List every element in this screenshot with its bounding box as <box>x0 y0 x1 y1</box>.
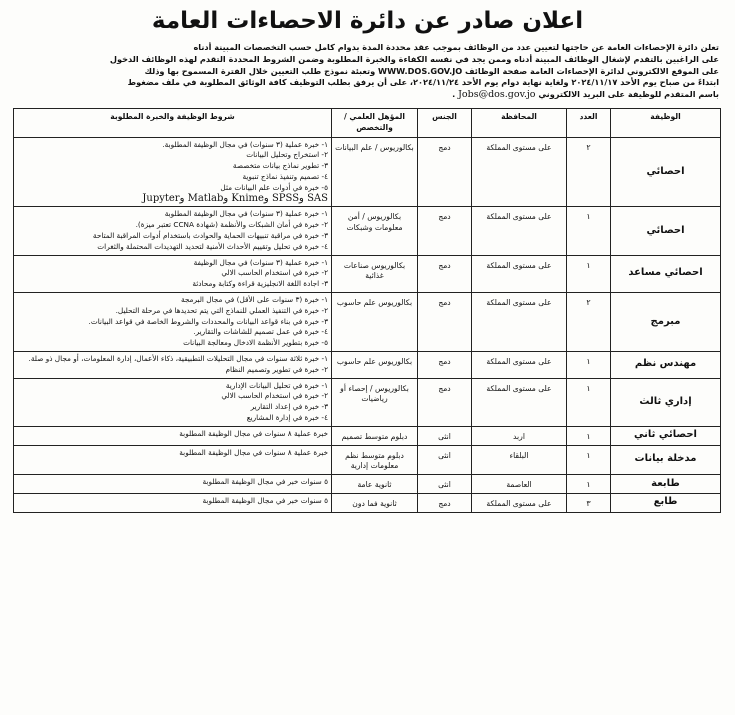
cell-requirements <box>14 378 332 426</box>
cell-job: طابع <box>611 493 721 512</box>
requirement-item: ٢- استخراج وتحليل البيانات <box>246 150 328 160</box>
cell-qualification: بكالوريوس / إحصاء أو رياضيات <box>332 378 418 426</box>
requirement-item: ٣- خبرة في مراقبة تنبيهات الحماية والحوادث باستخدام أدوات المراقبة المتاحة <box>92 230 328 240</box>
requirement-item: ٥ سنوات خبر في مجال الوظيفة المطلوبة <box>202 495 328 505</box>
cell-job: احصائي ثاني <box>611 426 721 445</box>
cell-requirements <box>14 255 332 292</box>
cell-job: احصائي <box>611 207 721 255</box>
cell-count: ١ <box>567 378 611 426</box>
cell-governorate: على مستوى المملكة <box>472 255 567 292</box>
cell-governorate: على مستوى المملكة <box>472 493 567 512</box>
cell-job: طابعة <box>611 475 721 494</box>
requirement-item: ٥ سنوات خبر في مجال الوظيفة المطلوبة <box>202 477 328 487</box>
cell-governorate: العاصمة <box>472 475 567 494</box>
cell-count: ١ <box>567 351 611 378</box>
requirement-item: خبرة عملية ٨ سنوات في مجال الوظيفة المطلوبة <box>179 447 328 457</box>
intro-last-suffix: . <box>452 89 456 100</box>
cell-governorate: على مستوى المملكة <box>472 351 567 378</box>
requirement-item: ٢- خبرة في استخدام الحاسب الالي <box>221 268 328 278</box>
cell-requirements <box>14 207 332 255</box>
cell-requirements <box>14 475 332 494</box>
table-row <box>14 137 721 207</box>
requirement-item: ١- خبرة عملية (٣ سنوات) في مجال الوظيفة المطلوبة. <box>162 139 328 149</box>
cell-job: احصائي <box>611 137 721 207</box>
jobs-table <box>13 108 721 513</box>
table-row <box>14 475 721 494</box>
requirement-item: ٤- خبرة في تحليل وتقييم الأحداث الأمنية لتحديد التهديدات المحتملة والثغرات <box>97 241 328 251</box>
cell-qualification: بكالوريوس صناعات غذائية <box>332 255 418 292</box>
header-job: الوظيفة <box>611 108 721 137</box>
cell-requirements <box>14 493 332 512</box>
cell-count: ١ <box>567 426 611 445</box>
cell-job: مبرمج <box>611 292 721 351</box>
requirement-item: ٤- خبرة في إدارة المشاريع <box>246 412 328 422</box>
cell-qualification: ثانوية عامة <box>332 475 418 494</box>
cell-job: احصائي مساعد <box>611 255 721 292</box>
intro-line: على الراغبين بالتقدم لإشغال الوظائف المبينة أدناه وممن يجد في نفسه الكفاءة والخبرة المطلوبة وضمن الشروط المحددة التقدم لهذه الوظائف الدخول <box>109 53 719 64</box>
cell-count: ٢ <box>567 137 611 207</box>
requirement-item: ٤- خبرة في عمل تصميم للشاشات والتقارير. <box>193 327 328 337</box>
requirement-item: خبرة عملية ٨ سنوات في مجال الوظيفة المطلوبة <box>179 428 328 438</box>
requirement-item: ١- خبرة عملية (٣ سنوات) في مجال الوظيفة المطلوبة <box>164 209 328 219</box>
requirement-item: ٣- اجادة اللغة الانجليزية قراءة وكتابة ومحادثة <box>192 279 328 289</box>
cell-job: مهندس نظم <box>611 351 721 378</box>
cell-job: مدخلة بيانات <box>611 445 721 475</box>
intro-last-prefix: باسم المتقدم للوظيفة على البريد الالكتروني <box>538 89 719 100</box>
cell-gender: دمج <box>418 378 472 426</box>
requirement-item: ١- خبرة عملية (٣ سنوات) في مجال الوظيفة <box>193 257 328 267</box>
requirement-item: SAS وSPSS وKnime وMatlab وJupyter <box>142 192 328 204</box>
cell-count: ٢ <box>567 292 611 351</box>
table-row <box>14 351 721 378</box>
cell-requirements <box>14 292 332 351</box>
header-gender: الجنس <box>418 108 472 137</box>
table-row <box>14 292 721 351</box>
cell-governorate: على مستوى المملكة <box>472 207 567 255</box>
requirement-item: ٥- خبرة بتطوير الأنظمة الادخال ومعالجة البيانات <box>183 338 328 348</box>
intro-line: على الموقع الالكتروني لدائرة الإحصاءات العامة صفحة الوظائف WWW.DOS.GOV.JO وتعبئة نموذج طلب التعيين خلال الفترة المسموح بها وذلك <box>144 65 719 76</box>
cell-requirements <box>14 351 332 378</box>
requirement-item: ٣- خبرة في بناء قواعد البيانات والمحددات والشروط الخاصة في قواعد البيانات. <box>88 316 328 326</box>
cell-qualification: بكالوريوس / علم البيانات <box>332 137 418 207</box>
cell-gender: دمج <box>418 255 472 292</box>
cell-gender: انثى <box>418 426 472 445</box>
cell-gender: دمج <box>418 137 472 207</box>
cell-qualification: دبلوم متوسط نظم معلومات إدارية <box>332 445 418 475</box>
intro-line: ابتداءً من صباح يوم الأحد ٢٠٢٤/١١/١٧ ولغاية نهاية دوام يوم الأحد ٢٠٢٤/١١/٢٤، على أن يرفق بطلب التوظيف كافة الوثائق المطلوبة في ملف مضغوط <box>127 77 719 88</box>
requirement-item: ٤- تصميم وتنفيذ نماذج تنبوية <box>242 171 328 181</box>
requirement-item: ٢- خبرة في استخدام الحاسب الالي <box>221 391 328 401</box>
cell-qualification: بكالوريوس / أمن معلومات وشبكات <box>332 207 418 255</box>
cell-gender: انثى <box>418 445 472 475</box>
cell-count: ١ <box>567 255 611 292</box>
requirement-item: ٣- خبرة في إعداد التقارير <box>250 402 328 412</box>
cell-requirements <box>14 426 332 445</box>
requirement-item: ٢- خبرة في تطوير وتصميم النظام <box>225 364 328 374</box>
requirement-item: ٢- خبرة في التنفيذ العملي للنماذج التي يتم تحديدها في مرحلة التحليل. <box>115 305 328 315</box>
cell-gender: دمج <box>418 493 472 512</box>
header-count: العدد <box>567 108 611 137</box>
intro-paragraph <box>16 42 719 101</box>
cell-qualification: بكالوريوس علم حاسوب <box>332 351 418 378</box>
requirement-item: ١- خبرة في تحليل البيانات الإدارية <box>225 380 328 390</box>
table-row <box>14 426 721 445</box>
table-row <box>14 255 721 292</box>
cell-governorate: اربد <box>472 426 567 445</box>
cell-count: ١ <box>567 207 611 255</box>
header-qualification: المؤهل العلمي / والتخصص <box>332 108 418 137</box>
table-row <box>14 378 721 426</box>
requirement-item: ٣- تطوير نماذج بيانات متخصصة <box>232 161 328 171</box>
table-row <box>14 445 721 475</box>
intro-line-last <box>16 89 719 101</box>
cell-governorate: على مستوى المملكة <box>472 292 567 351</box>
cell-gender: انثى <box>418 475 472 494</box>
jobs-table-body <box>14 137 721 512</box>
requirement-item: ١- خبرة ثلاثة سنوات في مجال التحليلات التطبيقية، ذكاء الأعمال، إدارة المعلومات، أو مجال ذو صلة. <box>28 353 328 363</box>
cell-gender: دمج <box>418 292 472 351</box>
page-title: اعلان صادر عن دائرة الاحصاءات العامة <box>151 8 584 34</box>
table-header-row <box>14 108 721 137</box>
email-address[interactable]: Jobs@dos.gov.jo <box>458 89 536 101</box>
requirement-item: ٢- خبرة في أمان الشبكات والأنظمة (شهادة CCNA تعتبر ميزة). <box>135 220 328 230</box>
cell-requirements <box>14 445 332 475</box>
cell-qualification: ثانوية فما دون <box>332 493 418 512</box>
intro-line: تعلن دائرة الإحصاءات العامة عن حاجتها لتعيين عدد من الوظائف بموجب عقد محددة المدة بدوام كامل حسب التخصصات المبينة أدناه <box>193 42 719 52</box>
cell-governorate: على مستوى المملكة <box>472 137 567 207</box>
cell-count: ١ <box>567 475 611 494</box>
cell-count: ١ <box>567 445 611 475</box>
cell-requirements <box>14 137 332 207</box>
cell-gender: دمج <box>418 207 472 255</box>
cell-governorate: البلقاء <box>472 445 567 475</box>
cell-gender: دمج <box>418 351 472 378</box>
cell-qualification: بكالوريوس علم حاسوب <box>332 292 418 351</box>
table-row <box>14 493 721 512</box>
header-governorate: المحافظة <box>472 108 567 137</box>
cell-qualification: دبلوم متوسط تصميم <box>332 426 418 445</box>
cell-governorate: على مستوى المملكة <box>472 378 567 426</box>
table-row <box>14 207 721 255</box>
requirement-item: ١- خبرة (٣ سنوات على الأقل) في مجال البرمجة <box>180 294 328 304</box>
cell-count: ٣ <box>567 493 611 512</box>
header-requirements: شروط الوظيفة والخبرة المطلوبة <box>14 108 332 137</box>
requirement-item: ٥- خبرة في أدوات علم البيانات مثل <box>220 182 328 192</box>
cell-job: إداري ثالث <box>611 378 721 426</box>
